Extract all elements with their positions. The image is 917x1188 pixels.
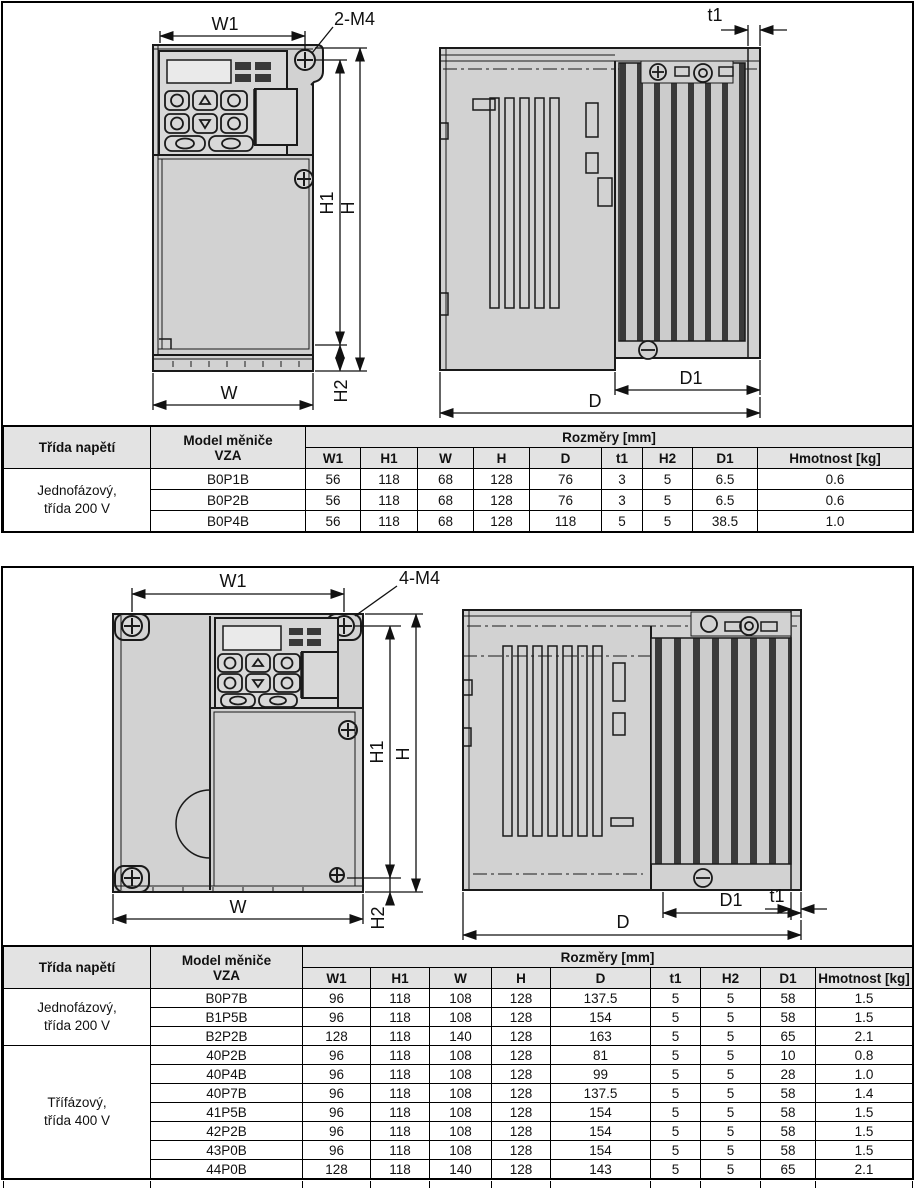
label-d1: D1 (679, 368, 703, 388)
value-cell: 118 (371, 1046, 430, 1065)
value-cell: 128 (492, 989, 551, 1008)
voltage-class-cell (4, 989, 151, 1046)
value-cell: 5 (651, 1103, 701, 1122)
header-col-t1: t1 (651, 968, 701, 989)
value-cell: 118 (371, 1122, 430, 1141)
model-cell: 43P0B (151, 1141, 303, 1160)
value-cell: 96 (303, 1065, 371, 1084)
label-mount-holes: 4-M4 (399, 568, 441, 588)
value-cell: 128 (474, 490, 530, 511)
drain-screw (639, 341, 657, 359)
value-cell: 128 (303, 1027, 371, 1046)
value-cell: 56 (306, 469, 361, 490)
value-cell: 128 (492, 1008, 551, 1027)
value-cell: 118 (361, 490, 418, 511)
value-cell: 163 (551, 1027, 651, 1046)
option-cover (255, 89, 297, 145)
value-cell: 154 (551, 1103, 651, 1122)
model-cell: B2P2B (151, 1027, 303, 1046)
header-weight: Hmotnost [kg] (816, 968, 913, 989)
value-cell: 5 (651, 1141, 701, 1160)
value-cell: 99 (551, 1065, 651, 1084)
model-cell: 41P5B (151, 1103, 303, 1122)
value-cell: 96 (303, 1084, 371, 1103)
header-dimensions: Rozměry [mm] (306, 426, 913, 448)
label-d: D (616, 912, 630, 932)
label-h1: H1 (317, 191, 337, 215)
value-cell: 1.5 (816, 989, 913, 1008)
drain-screw (694, 869, 712, 887)
value-cell: 1.0 (816, 1065, 913, 1084)
value-cell: 118 (371, 1084, 430, 1103)
value-cell: 96 (303, 1046, 371, 1065)
table-row (4, 989, 913, 1008)
value-cell: 140 (430, 1027, 492, 1046)
header-voltage-class: Třída napětí (4, 946, 151, 989)
stub-gridline (912, 1181, 913, 1188)
label-h: H (338, 201, 358, 215)
value-cell: 2.1 (816, 1160, 913, 1179)
value-cell: 5 (651, 1160, 701, 1179)
label-w1: W1 (219, 571, 247, 591)
value-cell: 128 (303, 1160, 371, 1179)
value-cell: 1.4 (816, 1084, 913, 1103)
label-w: W (229, 897, 247, 917)
value-cell: 137.5 (551, 1084, 651, 1103)
label-h2: H2 (331, 379, 351, 403)
value-cell: 5 (651, 1027, 701, 1046)
value-cell: 5 (643, 469, 693, 490)
value-cell: 5 (602, 511, 643, 532)
value-cell: 108 (430, 1141, 492, 1160)
value-cell: 1.5 (816, 1141, 913, 1160)
value-cell: 128 (474, 511, 530, 532)
header-model-line2: VZA (214, 447, 242, 463)
voltage-class-line: třída 400 V (43, 1113, 111, 1128)
header-col-w1: W1 (306, 448, 361, 469)
header-model-line1: Model měniče (181, 952, 272, 968)
value-cell: 118 (371, 1008, 430, 1027)
value-cell: 6.5 (693, 469, 758, 490)
table-continuation-stub (1, 1181, 914, 1188)
value-cell: 96 (303, 1008, 371, 1027)
value-cell: 56 (306, 490, 361, 511)
stub-gridline (429, 1181, 430, 1188)
value-cell: 81 (551, 1046, 651, 1065)
value-cell: 5 (643, 511, 693, 532)
value-cell: 154 (551, 1008, 651, 1027)
value-cell: 154 (551, 1122, 651, 1141)
value-cell: 58 (761, 1008, 816, 1027)
voltage-class-line: Třífázový, (47, 1095, 107, 1111)
model-cell: 40P7B (151, 1084, 303, 1103)
value-cell: 137.5 (551, 989, 651, 1008)
section-small-drive (1, 1, 914, 533)
value-cell: 5 (651, 1122, 701, 1141)
dimension-drawing-large-drive (3, 568, 912, 945)
value-cell: 128 (492, 1122, 551, 1141)
value-cell: 118 (530, 511, 602, 532)
value-cell: 5 (701, 1160, 761, 1179)
value-cell: 108 (430, 989, 492, 1008)
label-d1: D1 (719, 890, 743, 910)
value-cell: 5 (701, 1065, 761, 1084)
voltage-class-cell (4, 469, 151, 532)
value-cell: 96 (303, 1141, 371, 1160)
value-cell: 1.0 (758, 511, 913, 532)
table-row (4, 1046, 913, 1065)
voltage-class-line: Jednofázový, (37, 1000, 117, 1016)
value-cell: 5 (701, 1008, 761, 1027)
value-cell: 108 (430, 1046, 492, 1065)
value-cell: 68 (418, 490, 474, 511)
voltage-class-line: třída 200 V (43, 501, 111, 516)
value-cell: 5 (651, 1084, 701, 1103)
value-cell: 68 (418, 511, 474, 532)
header-col-w1: W1 (303, 968, 371, 989)
value-cell: 128 (492, 1046, 551, 1065)
header-model (151, 946, 303, 989)
value-cell: 5 (701, 1027, 761, 1046)
label-d: D (588, 391, 602, 411)
header-col-d: D (530, 448, 602, 469)
table-row (4, 469, 913, 490)
value-cell: 58 (761, 989, 816, 1008)
value-cell: 0.6 (758, 469, 913, 490)
header-col-d1: D1 (761, 968, 816, 989)
value-cell: 96 (303, 1122, 371, 1141)
value-cell: 76 (530, 490, 602, 511)
value-cell: 65 (761, 1027, 816, 1046)
side-view-large-drive (463, 610, 801, 890)
stub-gridline (700, 1181, 701, 1188)
stub-gridline (302, 1181, 303, 1188)
value-cell: 118 (361, 469, 418, 490)
value-cell: 118 (371, 1160, 430, 1179)
header-col-h: H (492, 968, 551, 989)
value-cell: 6.5 (693, 490, 758, 511)
value-cell: 128 (492, 1141, 551, 1160)
value-cell: 118 (371, 989, 430, 1008)
header-model (151, 426, 306, 469)
label-h1: H1 (367, 740, 387, 764)
dimensions-table-small-drive (3, 425, 913, 532)
model-cell: 42P2B (151, 1122, 303, 1141)
value-cell: 58 (761, 1084, 816, 1103)
stub-gridline (150, 1181, 151, 1188)
value-cell: 58 (761, 1122, 816, 1141)
value-cell: 128 (492, 1160, 551, 1179)
section-large-drive (1, 566, 914, 1180)
value-cell: 58 (761, 1103, 816, 1122)
label-mount-holes: 2-M4 (334, 9, 376, 29)
cover-screw-mid (339, 721, 357, 739)
value-cell: 118 (371, 1065, 430, 1084)
heatsink-fins (651, 638, 791, 864)
value-cell: 128 (474, 469, 530, 490)
value-cell: 65 (761, 1160, 816, 1179)
label-t1: t1 (769, 886, 785, 906)
value-cell: 1.5 (816, 1103, 913, 1122)
header-col-h2: H2 (643, 448, 693, 469)
value-cell: 128 (492, 1084, 551, 1103)
model-cell: B0P2B (151, 490, 306, 511)
header-col-t1: t1 (602, 448, 643, 469)
value-cell: 5 (701, 1046, 761, 1065)
model-cell: B0P7B (151, 989, 303, 1008)
value-cell: 5 (701, 1141, 761, 1160)
value-cell: 5 (651, 1065, 701, 1084)
model-cell: 40P4B (151, 1065, 303, 1084)
value-cell: 68 (418, 469, 474, 490)
lcd-display (167, 60, 231, 83)
lcd-display (223, 626, 281, 650)
value-cell: 0.6 (758, 490, 913, 511)
header-model-line2: VZA (213, 967, 240, 983)
stub-gridline (370, 1181, 371, 1188)
value-cell: 128 (492, 1103, 551, 1122)
value-cell: 108 (430, 1084, 492, 1103)
header-col-h1: H1 (371, 968, 430, 989)
model-cell: 40P2B (151, 1046, 303, 1065)
header-col-h: H (474, 448, 530, 469)
header-voltage-class: Třída napětí (4, 426, 151, 469)
cover-screw-mid (295, 170, 313, 188)
header-col-d1: D1 (693, 448, 758, 469)
dimension-drawing-small-drive (3, 3, 912, 425)
model-cell: B0P4B (151, 511, 306, 532)
value-cell: 108 (430, 1065, 492, 1084)
stub-gridline (815, 1181, 816, 1188)
value-cell: 96 (303, 1103, 371, 1122)
value-cell: 56 (306, 511, 361, 532)
label-w: W (220, 383, 238, 403)
value-cell: 5 (701, 1122, 761, 1141)
value-cell: 108 (430, 1122, 492, 1141)
value-cell: 143 (551, 1160, 651, 1179)
header-col-w: W (430, 968, 492, 989)
value-cell: 28 (761, 1065, 816, 1084)
value-cell: 5 (701, 1084, 761, 1103)
value-cell: 128 (492, 1027, 551, 1046)
stub-gridline (3, 1181, 4, 1188)
value-cell: 96 (303, 989, 371, 1008)
model-cell: B1P5B (151, 1008, 303, 1027)
value-cell: 118 (361, 511, 418, 532)
value-cell: 1.5 (816, 1008, 913, 1027)
option-cover (302, 652, 338, 698)
stub-gridline (650, 1181, 651, 1188)
value-cell: 1.5 (816, 1122, 913, 1141)
header-model-line1: Model měniče (183, 432, 273, 448)
value-cell: 58 (761, 1141, 816, 1160)
value-cell: 5 (651, 1008, 701, 1027)
value-cell: 5 (651, 989, 701, 1008)
voltage-class-cell (4, 1046, 151, 1179)
label-h: H (393, 747, 413, 761)
header-col-h2: H2 (701, 968, 761, 989)
value-cell: 108 (430, 1008, 492, 1027)
header-weight: Hmotnost [kg] (758, 448, 913, 469)
value-cell: 10 (761, 1046, 816, 1065)
value-cell: 5 (701, 1103, 761, 1122)
label-w1: W1 (211, 14, 239, 34)
value-cell: 3 (602, 490, 643, 511)
voltage-class-line: Jednofázový, (37, 483, 117, 499)
value-cell: 118 (371, 1103, 430, 1122)
value-cell: 76 (530, 469, 602, 490)
value-cell: 0.8 (816, 1046, 913, 1065)
voltage-class-line: třída 200 V (43, 1018, 111, 1033)
stub-gridline (760, 1181, 761, 1188)
value-cell: 140 (430, 1160, 492, 1179)
value-cell: 3 (602, 469, 643, 490)
value-cell: 154 (551, 1141, 651, 1160)
stub-gridline (550, 1181, 551, 1188)
value-cell: 128 (492, 1065, 551, 1084)
model-cell: 44P0B (151, 1160, 303, 1179)
header-dimensions: Rozměry [mm] (303, 946, 913, 968)
header-col-d: D (551, 968, 651, 989)
value-cell: 5 (643, 490, 693, 511)
front-view-small-drive (153, 45, 323, 371)
header-col-w: W (418, 448, 474, 469)
value-cell: 2.1 (816, 1027, 913, 1046)
label-h2: H2 (368, 906, 388, 930)
stub-gridline (491, 1181, 492, 1188)
value-cell: 5 (651, 1046, 701, 1065)
value-cell: 38.5 (693, 511, 758, 532)
value-cell: 5 (701, 989, 761, 1008)
label-t1: t1 (707, 5, 723, 25)
value-cell: 118 (371, 1141, 430, 1160)
side-view-small-drive (440, 48, 760, 370)
front-view-large-drive (113, 614, 363, 892)
value-cell: 108 (430, 1103, 492, 1122)
heatsink-fins (619, 63, 745, 341)
dimensions-table-large-drive (3, 945, 913, 1179)
model-cell: B0P1B (151, 469, 306, 490)
value-cell: 118 (371, 1027, 430, 1046)
header-col-h1: H1 (361, 448, 418, 469)
